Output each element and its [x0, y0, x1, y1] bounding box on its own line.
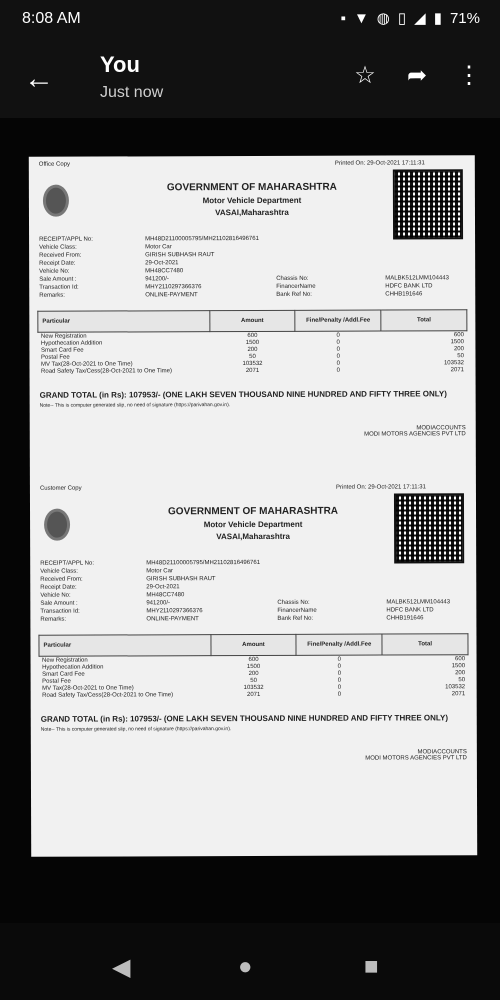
cell: 50	[250, 677, 257, 684]
value: Motor Car	[145, 244, 172, 251]
column-header: Particular	[38, 311, 210, 333]
cell: Road Safety Tax/Cess(28-Oct-2021 to One Time)	[42, 691, 174, 699]
cell: 200	[455, 669, 466, 676]
table-header-row	[39, 634, 468, 656]
label: Transaction Id:	[40, 608, 80, 615]
government-title: GOVERNMENT OF MAHARASHTRA	[168, 505, 339, 518]
cell: 103532	[243, 684, 264, 691]
label: Vehicle Class:	[39, 244, 77, 251]
label: Vehicle Class:	[40, 568, 78, 575]
label: Chassis No:	[276, 275, 309, 282]
cell: 1500	[246, 663, 261, 670]
cell: 2071	[245, 367, 260, 374]
value: MALBK512LMM104443	[386, 599, 451, 606]
cell: 50	[457, 352, 464, 359]
label: Receipt Date:	[40, 584, 77, 591]
cell: 0	[336, 332, 340, 339]
cell: 600	[247, 332, 258, 339]
info-values	[146, 560, 260, 624]
star-icon[interactable]: ☆	[354, 61, 376, 89]
cell: 0	[337, 677, 342, 684]
cell: 200	[248, 670, 259, 677]
label: Remarks:	[39, 292, 65, 299]
cell: 200	[247, 346, 258, 353]
share-forward-icon[interactable]: ➦	[406, 61, 428, 89]
value: MALBK512LMM104443	[385, 275, 449, 282]
fee-table	[38, 633, 468, 699]
label: Chassis No:	[277, 599, 310, 606]
vibrate-icon: ▯	[397, 10, 407, 27]
navigation-bar	[0, 923, 500, 1000]
value: MH48D21100005795/MH21102816496761	[145, 235, 259, 243]
status-icons	[341, 9, 480, 27]
nav-back-icon[interactable]: ◀	[112, 954, 131, 981]
value: MH48CC7480	[145, 268, 184, 275]
value: 29-Oct-2021	[145, 260, 179, 267]
copy-label: Customer Copy	[39, 485, 82, 492]
value: ONLINE-PAYMENT	[145, 292, 198, 299]
value: GIRISH SUBHASH RAUT	[146, 576, 216, 583]
column-header: Total	[382, 634, 468, 655]
cell: 600	[453, 331, 464, 338]
extra-values	[386, 599, 450, 623]
label: RECEIPT/APPL No:	[40, 560, 95, 567]
more-options-icon[interactable]: ⋮	[457, 61, 481, 89]
value: HDFC BANK LTD	[386, 607, 434, 614]
cell: Hypothecation Addition	[40, 340, 103, 347]
cell: 2071	[451, 690, 466, 697]
cell: Postal Fee	[40, 354, 70, 361]
wifi-icon: ▼	[353, 9, 369, 27]
extra-labels	[277, 600, 316, 624]
modi-motors: MODI MOTORS AGENCIES PVT LTD	[365, 755, 467, 762]
label: Transaction Id:	[39, 284, 79, 291]
label: Received From:	[39, 252, 82, 259]
city-title: VASAI,Maharashtra	[216, 531, 290, 542]
cell: 1500	[451, 662, 466, 669]
cell: 600	[248, 656, 259, 663]
info-labels	[39, 237, 93, 301]
value: MHY2110297366376	[146, 608, 203, 615]
info-labels	[40, 561, 94, 625]
cell: 200	[453, 345, 464, 352]
cell: 0	[336, 360, 340, 367]
label: Vehicle No:	[40, 592, 71, 599]
cell: 600	[455, 655, 466, 662]
note-text: Note-- This is computer generated slip, no need of signature (https://parivahan.gov.in).	[40, 726, 232, 733]
value: MH48D21100005795/MH21102816496761	[146, 559, 261, 567]
cell: 103532	[242, 360, 263, 367]
cell: 103532	[443, 359, 465, 366]
table-header-row	[38, 310, 467, 332]
fee-table	[37, 309, 467, 375]
cell: 0	[336, 346, 340, 353]
value: HDFC BANK LTD	[385, 283, 433, 290]
modi-motors: MODI MOTORS AGENCIES PVT LTD	[364, 431, 466, 438]
column-header: Fine/Penalty /Addl.Fee	[295, 310, 381, 331]
cell: MV Tax(28-Oct-2021 to One Time)	[40, 360, 133, 368]
back-arrow-icon[interactable]: ←	[24, 62, 54, 95]
department-title: Motor Vehicle Department	[202, 195, 302, 206]
cell: New Registration	[42, 657, 88, 664]
cell: 50	[458, 676, 466, 683]
printed-on: Printed On: 29-Oct-2021 17:11:31	[334, 160, 425, 167]
note-text: Note-- This is computer generated slip, no need of signature (https://parivahan.gov.in).	[39, 402, 231, 409]
status-time: 8:08 AM	[22, 10, 81, 27]
cell: 0	[337, 684, 342, 691]
signal-icon: ◢	[414, 10, 426, 27]
cell: Postal Fee	[42, 678, 71, 685]
extra-values	[385, 275, 449, 299]
government-title: GOVERNMENT OF MAHARASHTRA	[166, 181, 337, 194]
value: MH48CC7480	[146, 592, 185, 599]
cell: 103532	[445, 683, 466, 690]
label: Bank Ref No:	[277, 615, 314, 622]
agency-block	[365, 749, 467, 761]
battery-percent: 71%	[449, 9, 480, 27]
modi-accounts: MODIACCOUNTS	[416, 425, 466, 432]
value: Motor Car	[146, 568, 173, 575]
value: 29-Oct-2021	[146, 584, 180, 591]
receipt-photo	[29, 155, 477, 857]
printed-on: Printed On: 29-Oct-2021 17:11:31	[335, 484, 426, 491]
extra-labels	[276, 276, 315, 300]
cell: Smart Card Fee	[42, 671, 85, 678]
table-row	[39, 690, 468, 698]
value: CHHB191646	[385, 291, 423, 298]
value: CHHB191646	[386, 615, 424, 622]
department-title: Motor Vehicle Department	[203, 519, 303, 530]
timestamp: Just now	[100, 84, 164, 101]
column-header: Amount	[211, 634, 297, 655]
cell: 50	[249, 353, 256, 360]
cell: New Registration	[40, 333, 87, 340]
battery-icon: ▮	[433, 10, 442, 27]
grand-total: GRAND TOTAL (in Rs): 107953/- (ONE LAKH SEVEN THOUSAND NINE HUNDRED AND FIFTY THREE ONLY)	[40, 713, 449, 724]
value: 941200/-	[145, 276, 169, 283]
image-viewer[interactable]	[0, 118, 500, 923]
cell: 2071	[246, 691, 261, 698]
table-row	[38, 366, 467, 374]
label: Receipt Date:	[39, 260, 76, 267]
cell: 0	[337, 663, 342, 670]
value: ONLINE-PAYMENT	[146, 616, 199, 623]
cell: 0	[336, 339, 340, 346]
cell: 2071	[450, 366, 465, 373]
app-bar	[0, 38, 500, 118]
column-header: Amount	[209, 310, 295, 331]
label: Sale Amount :	[40, 600, 78, 607]
volte-icon: ◍	[376, 10, 390, 27]
copy-label: Office Copy	[38, 161, 71, 168]
cell: 0	[337, 691, 342, 698]
cell: 0	[337, 656, 341, 663]
label: Sale Amount :	[39, 276, 77, 283]
cell: 1500	[450, 338, 464, 345]
office-copy	[29, 155, 476, 487]
city-title: VASAI,Maharashtra	[215, 207, 289, 218]
customer-copy	[30, 479, 477, 811]
label: Vehicle No:	[39, 268, 70, 275]
column-header: Particular	[39, 635, 211, 657]
cell: Road Safety Tax/Cess(28-Oct-2021 to One Time)	[41, 367, 172, 375]
info-values	[145, 236, 259, 300]
label: FinancerName	[276, 283, 316, 290]
label: RECEIPT/APPL No:	[39, 236, 93, 243]
label: Received From:	[40, 576, 83, 583]
cell: 1500	[245, 339, 260, 346]
app-bar-actions	[352, 62, 482, 88]
cell: 0	[336, 353, 340, 360]
label: Remarks:	[40, 616, 67, 623]
notification-icon: ▪	[340, 9, 346, 27]
cell: MV Tax(28-Oct-2021 to One Time)	[42, 684, 134, 692]
sender-name: You	[100, 52, 140, 77]
label: FinancerName	[277, 607, 317, 614]
modi-accounts: MODIACCOUNTS	[417, 749, 467, 756]
nav-home-icon[interactable]: ●	[238, 953, 253, 980]
grand-total: GRAND TOTAL (in Rs): 107953/- (ONE LAKH SEVEN THOUSAND NINE HUNDRED AND FIFTY THREE ONLY)	[39, 389, 447, 400]
status-bar	[0, 0, 500, 38]
value: 941200/-	[146, 600, 171, 607]
value: MHY2110297366376	[145, 284, 202, 291]
cell: Hypothecation Addition	[42, 664, 104, 671]
value: GIRISH SUBHASH RAUT	[145, 252, 215, 259]
column-header: Total	[381, 310, 467, 331]
label: Bank Ref No:	[276, 291, 312, 298]
agency-block	[364, 425, 466, 437]
cell: Smart Card Fee	[40, 347, 84, 354]
cell: 0	[336, 367, 340, 374]
column-header: Fine/Penalty /Addl.Fee	[296, 634, 382, 655]
nav-recents-icon[interactable]: ■	[364, 953, 379, 980]
cell: 0	[337, 670, 342, 677]
